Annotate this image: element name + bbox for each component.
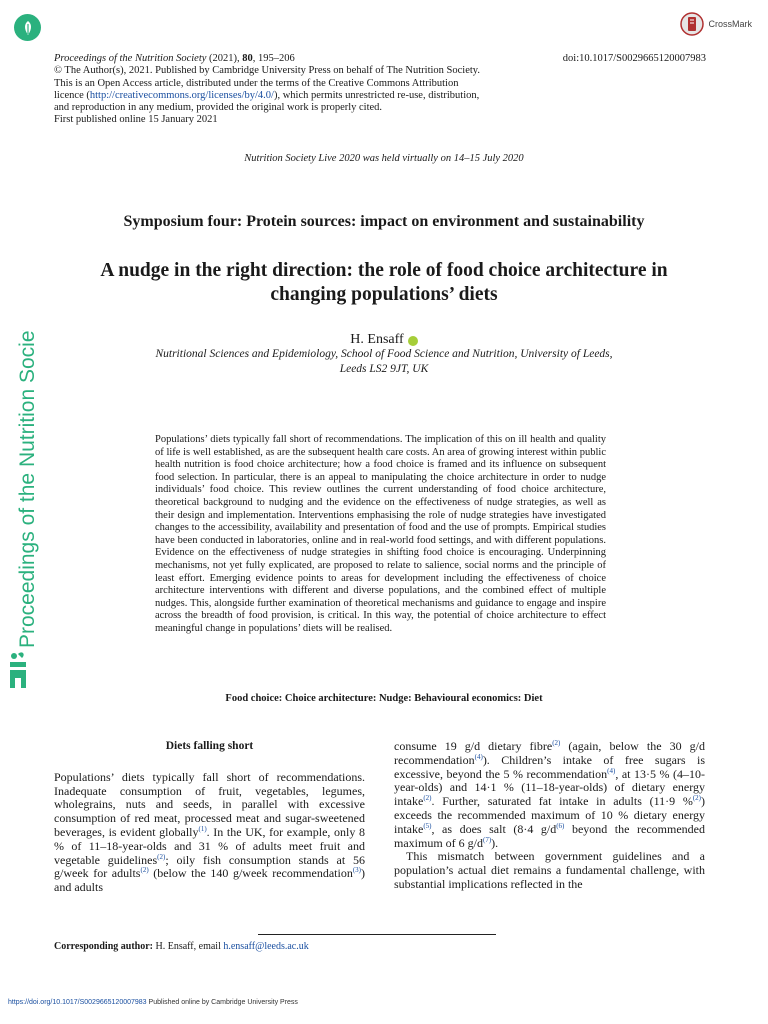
meeting-note: Nutrition Society Live 2020 was held virtually on 14–15 July 2020 xyxy=(244,153,524,164)
crossmark-label: CrossMark xyxy=(708,19,752,29)
footer-doi: https://doi.org/10.1017/S0029665120007983 Published online by Cambridge University Press xyxy=(8,999,298,1006)
licence-line: licence (http://creativecommons.org/licenses/by/4.0/), which permits unrestricted re-use, distribution, xyxy=(54,89,480,101)
citation-link[interactable]: (2) xyxy=(692,794,701,803)
citation-link[interactable]: (6) xyxy=(556,821,565,830)
symposium-title: Symposium four: Protein sources: impact on environment and sustainability xyxy=(123,213,645,230)
ns-logo-icon xyxy=(4,648,42,696)
doi-text: doi:10.1017/S0029665120007983 xyxy=(562,53,706,64)
citation-link[interactable]: (4) xyxy=(474,752,483,761)
citation-link[interactable]: (4) xyxy=(607,766,616,775)
section-heading: Diets falling short xyxy=(165,740,254,752)
article-metadata xyxy=(54,53,706,127)
paper-title: A nudge in the right direction: the role of food choice architecture in changing populations’ diets xyxy=(100,260,668,305)
author-name: H. Ensaff xyxy=(350,332,404,347)
citation-link[interactable]: (1) xyxy=(198,824,207,833)
paragraph: consume 19 g/d dietary fibre$^{(2)}$ (again, below the 30 g/d recommendation$^{(4)}$). Children’s intake of free sugars is excessive, beyond the 5 % recommendation$^{(4)}$, at 13·5 % (4–10-year-olds) and 14·1 % (11–18-year-olds) of dietary energy intake$^{(2)}$. Further, saturated fat intake in adults (11·9 %$^{(2)}$) exceeds the recommended maximum of 10 % dietary energy intake$^{(5)}$, as does salt (8·4 g/d$^{(6)}$ beyond the recommended maximum of 6 g/d$^{(7)}$). xyxy=(394,739,705,850)
paragraph: Populations’ diets typically fall short of recommendations. Inadequate consumption of fruit, vegetables, legumes, wholegrains, nuts and seeds, in parallel with excessive consumption of red meat, processed meat and sugar-sweetened beverages, is evident globally$^{(1)}$. In the UK, for example, only 8 % of 11–18-year-olds and 31 % of adults meet fruit and vegetable guidelines$^{(2)}$; oily fish consumption stands at 56 g/week for adults$^{(2)}$ (below the 140 g/week recommendation$^{(3)}$) and adults xyxy=(54,769,366,895)
paragraph: This mismatch between government guidelines and a population’s actual diet remains a fundamental challenge, with substantial implications reflected in the xyxy=(394,849,705,891)
citation-link[interactable]: (2) xyxy=(157,852,166,861)
copyright-line: © The Author(s), 2021. Published by Cambridge University Press on behalf of The Nutrition Society. xyxy=(54,65,480,77)
open-access-line: This is an Open Access article, distributed under the terms of the Creative Commons Attribution xyxy=(54,77,459,89)
keywords: Food choice: Choice architecture: Nudge: Behavioural economics: Diet xyxy=(225,693,543,704)
orcid-icon[interactable] xyxy=(408,336,418,346)
citation-link[interactable]: (5) xyxy=(423,821,432,830)
svg-text:Proceedings of the Nutrition S: Proceedings of the Nutrition Society xyxy=(16,330,39,648)
citation-link[interactable]: (2) xyxy=(552,739,561,747)
doi-link[interactable]: https://doi.org/10.1017/S0029665120007983 xyxy=(8,999,147,1006)
body-column-left xyxy=(54,740,365,895)
citation: Proceedings of the Nutrition Society (2021), 80, 195–206 xyxy=(54,53,295,64)
citation-link[interactable]: (2) xyxy=(423,794,432,803)
journal-logo-icon xyxy=(14,14,41,41)
author xyxy=(0,332,768,348)
email-link[interactable]: h.ensaff@leeds.ac.uk xyxy=(223,941,309,952)
body-column-right xyxy=(394,740,705,892)
footnote-divider xyxy=(258,934,496,935)
affiliation: Nutritional Sciences and Epidemiology, School of Food Science and Nutrition, University of Leeds, Leeds LS2 9JT, UK xyxy=(155,348,613,375)
reproduction-line: and reproduction in any medium, provided the original work is properly cited. xyxy=(54,102,383,114)
crossmark-icon xyxy=(680,12,704,36)
citation-link[interactable]: (2) xyxy=(140,866,149,875)
crossmark-badge[interactable] xyxy=(680,12,752,36)
licence-link[interactable]: http://creativecommons.org/licenses/by/4.0/ xyxy=(89,89,274,101)
citation-link[interactable]: (7) xyxy=(483,835,492,844)
citation-link[interactable]: (3) xyxy=(352,866,362,875)
abstract: Populations’ diets typically fall short of recommendations. The implication of this on ill health and quality of life is well established, as are the subsequent health care costs. An area of growing interest within public health nutrition is food choice architecture; how a food choice is framed and its influence on subsequent food selection. In particular, there is an appeal to manipulating the choice architecture in order to nudge individuals’ food choice. This review outlines the current understanding of food choice architecture, theoretical background to nudging and the evidence on the effectiveness of nudge strategies, as well as their design and implementation. Interventions emphasising the role of nudge strategies have investigated changes to the accessibility, availability and presentation of food and the use of prompts. Empirical studies have been conducted in laboratories, online and in real-world food settings, and with different populations. Evidence on the effectiveness of nudge strategies in shifting food choice is encouraging. Underpinning mechanisms, not yet fully explicated, are proposed to relate to salience, social norms and the principle of least effort. Emerging evidence points to areas for development including the effectiveness of choice architecture interventions with different and diverse populations, and the combined effect of multiple nudges. This, alongside further examination of theoretical mechanisms and guidance to engage and inspire across the breadth of food provision, is critical. In this way, the potential of choice architecture to effect meaningful change in populations’ diets will be realised. xyxy=(155,434,606,634)
first-published: First published online 15 January 2021 xyxy=(54,114,218,126)
corresponding-author: Corresponding author: H. Ensaff, email h.ensaff@leeds.ac.uk xyxy=(54,941,309,952)
